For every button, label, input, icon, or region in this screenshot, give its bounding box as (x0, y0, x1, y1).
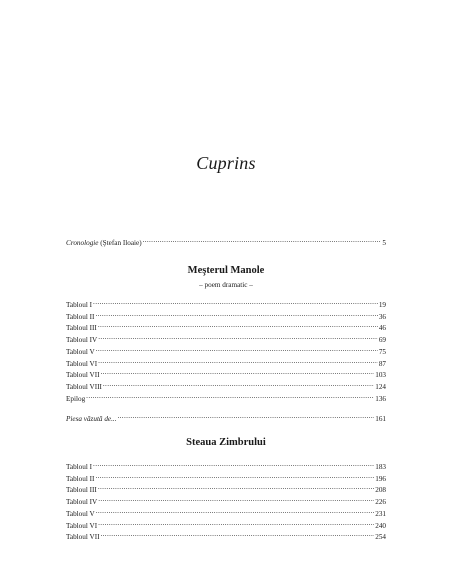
leader-dots (86, 392, 374, 401)
leader-dots (93, 298, 378, 307)
leader-dots (93, 460, 374, 469)
toc-label: Tabloul VIII (66, 382, 102, 391)
section-subtitle: – poem dramatic – (199, 281, 253, 289)
toc-entry[interactable] (66, 368, 386, 380)
toc-label-rest: (Ştefan Iloaie) (98, 239, 142, 247)
toc-label: Tabloul V (66, 509, 95, 518)
toc-entry-piesa[interactable] (66, 412, 386, 421)
toc-entry[interactable] (66, 321, 386, 333)
toc-page-number: 254 (375, 533, 386, 542)
toc-page-number: 19 (378, 301, 386, 309)
toc-entry[interactable] (66, 333, 386, 345)
toc-page-number: 161 (375, 415, 386, 423)
toc-entry[interactable] (66, 495, 386, 507)
toc-entry[interactable] (66, 298, 386, 307)
toc-entry[interactable] (66, 472, 386, 481)
toc-entry[interactable] (66, 310, 386, 319)
toc-entry[interactable] (66, 345, 386, 354)
leader-dots (143, 236, 382, 245)
toc-page-number: 124 (375, 382, 386, 391)
page-title: Cuprins (196, 153, 256, 173)
toc-label: Tabloul I (66, 463, 93, 471)
toc-entry[interactable] (66, 507, 386, 516)
toc-page-number: 75 (378, 347, 386, 356)
toc-page-number: 196 (375, 474, 386, 483)
leader-dots (98, 519, 374, 528)
toc-label: Tabloul V (66, 347, 95, 356)
toc-page-number: 103 (375, 371, 386, 380)
toc-page-number: 208 (375, 486, 386, 495)
toc-page-number: 226 (375, 498, 386, 507)
toc-entry[interactable] (66, 519, 386, 528)
leader-dots (95, 310, 377, 319)
toc-page-number: 240 (375, 521, 386, 530)
toc-label: Tabloul II (66, 312, 95, 321)
toc-label: Tabloul IV (66, 336, 98, 345)
leader-dots (95, 472, 374, 481)
leader-dots (98, 357, 378, 366)
toc-page-number: 231 (375, 509, 386, 518)
toc-label: Tabloul III (66, 486, 97, 495)
toc-page-number: 69 (378, 336, 386, 345)
toc-page-number: 87 (378, 359, 386, 368)
toc-label: Tabloul VI (66, 521, 98, 530)
toc-entry[interactable] (66, 530, 386, 542)
leader-dots (98, 321, 378, 330)
toc-label-italic: Cronologie (66, 239, 99, 247)
leader-dots (96, 345, 378, 354)
leader-dots (103, 380, 374, 389)
toc-label: Tabloul VI (66, 359, 98, 368)
toc-page-number: 5 (382, 239, 386, 247)
leader-dots (96, 507, 375, 516)
toc-label: Tabloul I (66, 301, 93, 309)
section-title-steaua-zimbrului: Steaua Zimbrului (186, 437, 266, 448)
leader-dots (98, 333, 378, 342)
leader-dots (101, 530, 375, 539)
leader-dots (98, 483, 374, 492)
toc-page-number: 36 (378, 312, 386, 321)
toc-entry[interactable] (66, 380, 386, 389)
toc-entry[interactable] (66, 357, 386, 366)
leader-dots (98, 495, 374, 504)
leader-dots (101, 368, 375, 377)
toc-label: Tabloul VII (66, 533, 100, 542)
toc-entry[interactable] (66, 483, 386, 495)
toc-label: Tabloul IV (66, 498, 98, 507)
toc-page-number: 46 (378, 324, 386, 333)
toc-entry[interactable] (66, 392, 386, 401)
toc-label: Tabloul III (66, 324, 97, 333)
leader-dots (118, 412, 375, 421)
toc-label: Tabloul II (66, 474, 95, 483)
toc-page-number: 136 (375, 394, 386, 403)
toc-label: Piesa văzută de... (66, 415, 117, 423)
toc-label: Epilog (66, 394, 86, 403)
toc-label: Tabloul VII (66, 371, 100, 380)
toc-entry[interactable] (66, 460, 386, 469)
section-title-mesterul-manole: Meşterul Manole (187, 265, 265, 276)
toc-page-number: 183 (375, 463, 386, 471)
toc-entry-cronologie[interactable] (66, 236, 386, 245)
